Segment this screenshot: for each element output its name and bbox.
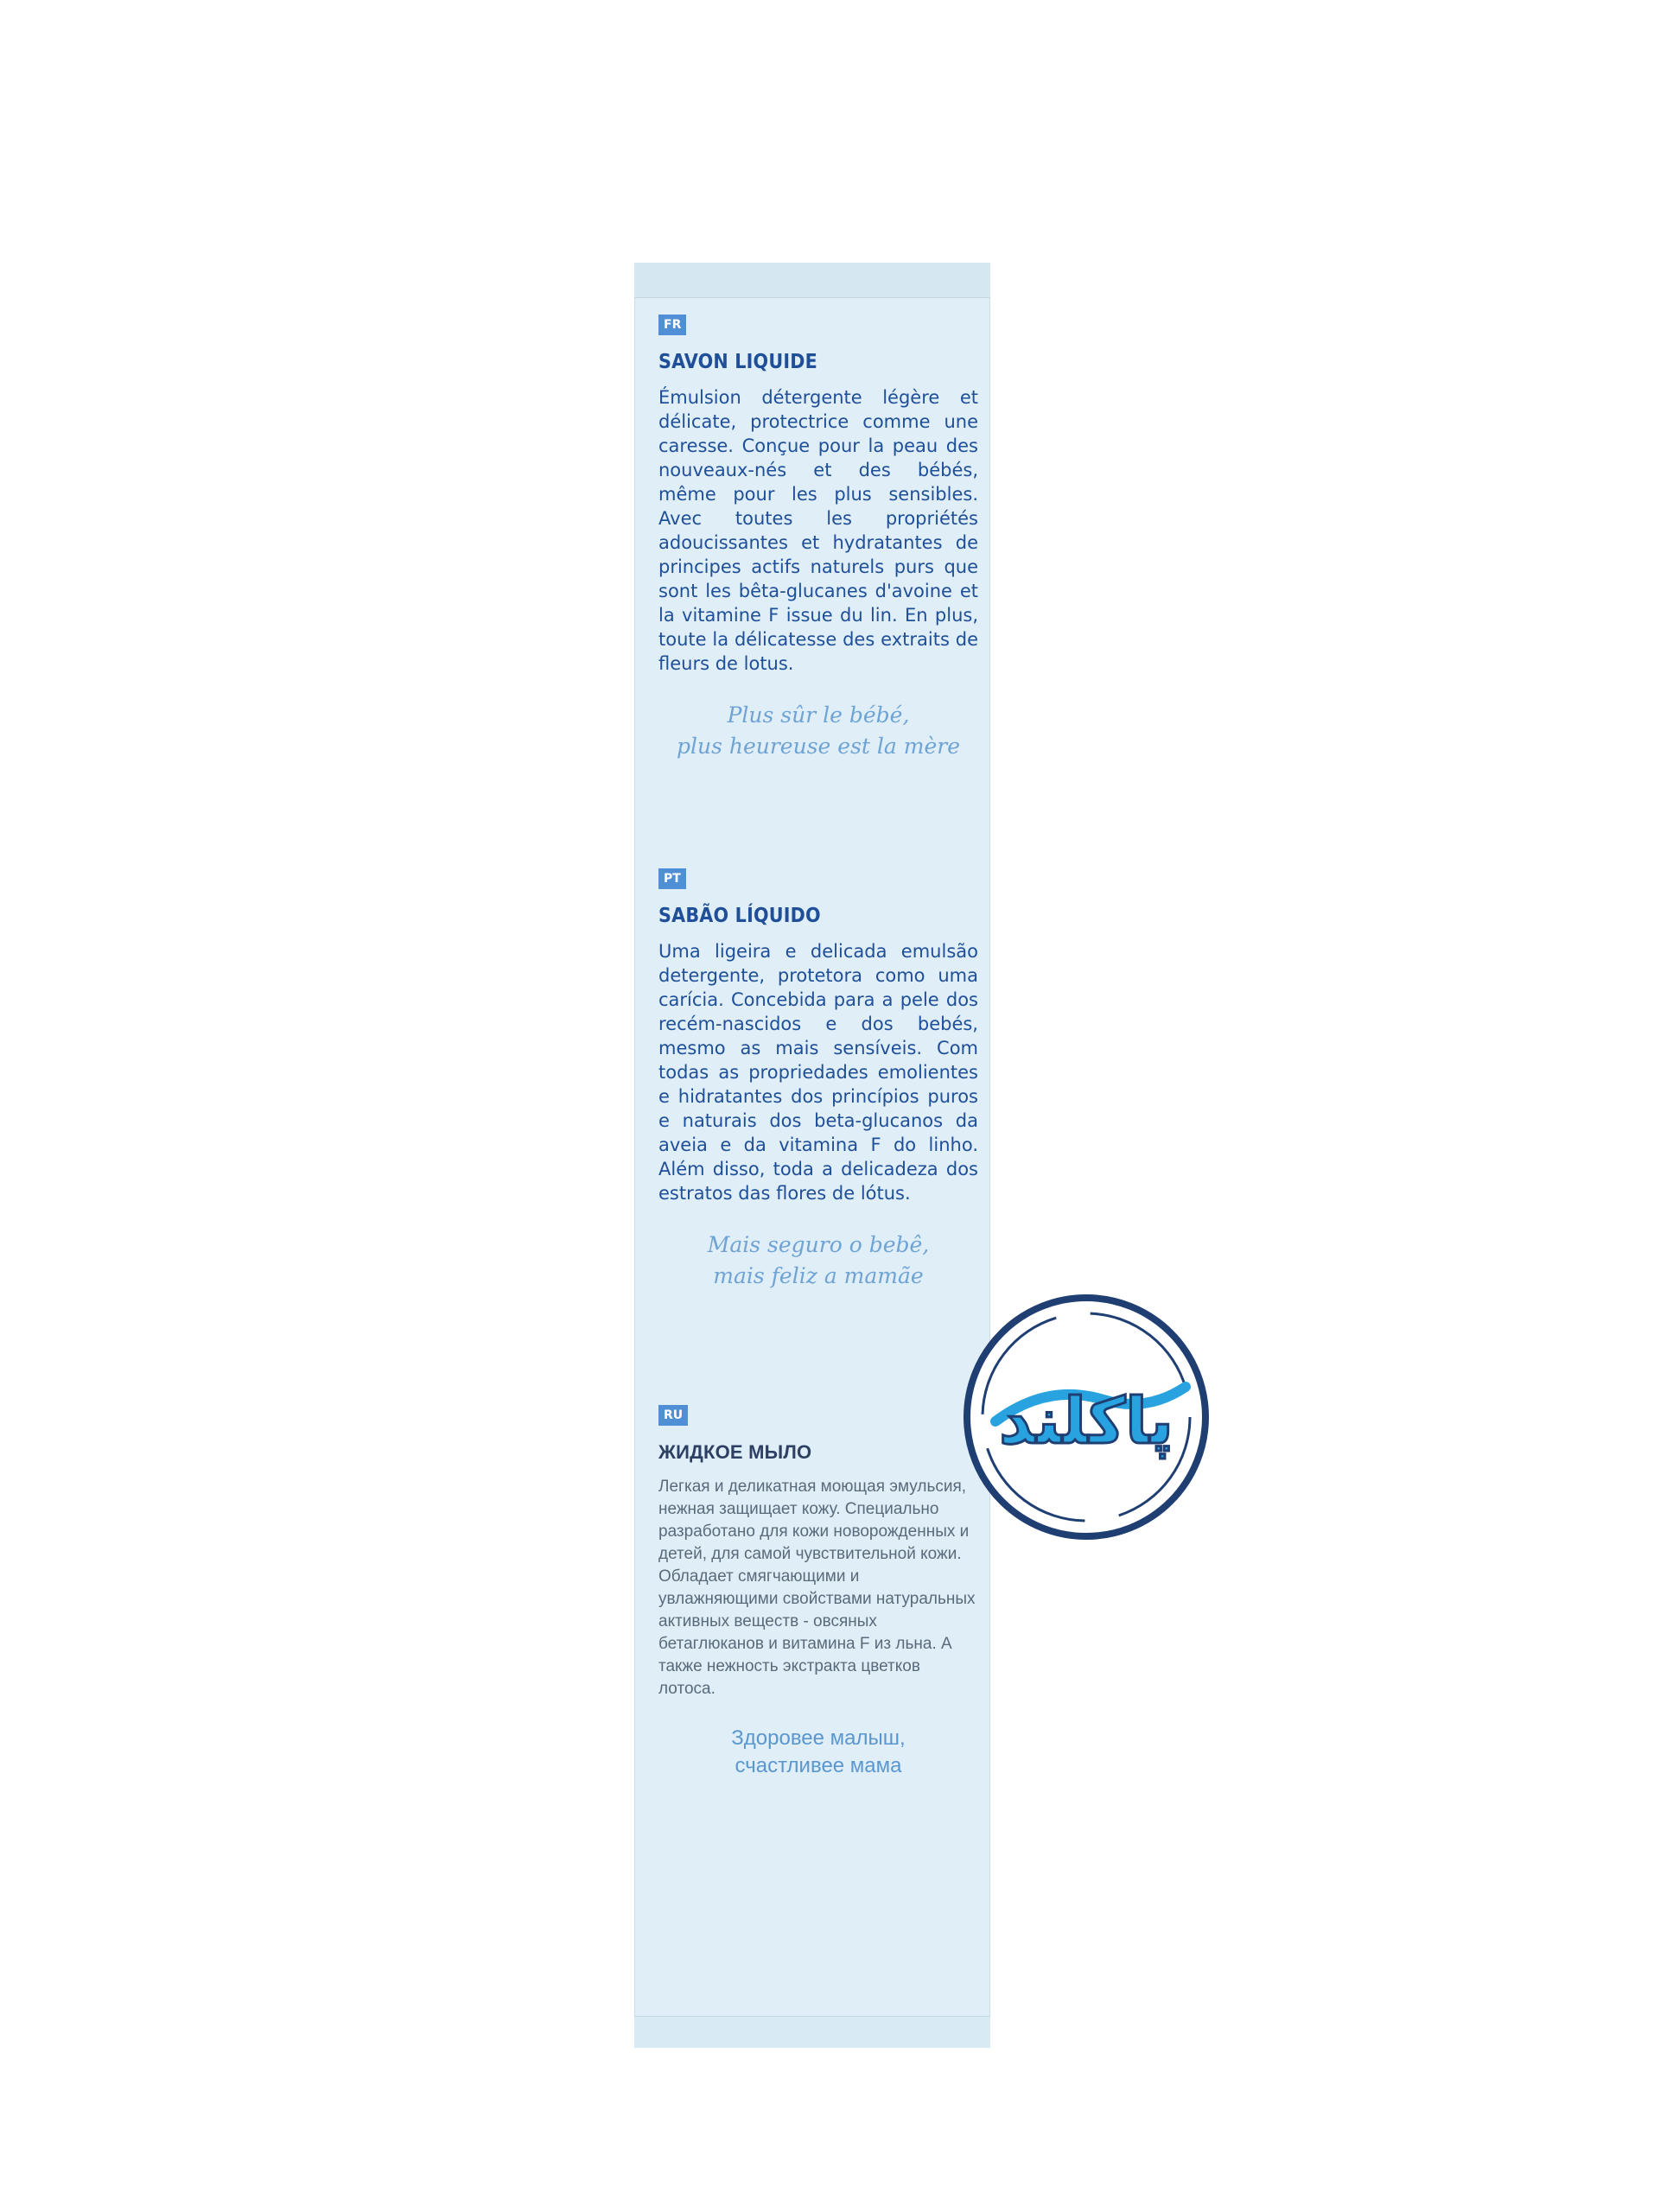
section-ru	[658, 1405, 978, 1780]
slogan-ru-line1: Здоровее малыш,	[731, 1726, 906, 1750]
language-badge-ru: RU	[658, 1405, 688, 1426]
section-title-pt: SABÃO LÍQUIDO	[658, 905, 821, 927]
box-top-edge	[634, 263, 990, 298]
section-body-pt: Uma ligeira e delicada emulsão detergente, protetora como uma carícia. Concebida para a pele dos recém-nascidos e dos bebés, mesmo as mais sensíveis. Com todas as propriedades emolientes e hidratantes dos princípios puros e naturais dos beta-glucanos da aveia e da vitamina F do linho. Além disso, toda a delicadeza dos estratos das flores de lótus.	[658, 941, 978, 1204]
product-box-side	[634, 263, 990, 2048]
language-badge-pt: PT	[658, 868, 686, 889]
section-fr	[658, 315, 978, 762]
slogan-ru	[658, 1725, 978, 1780]
slogan-pt-line2: mais feliz a mamãe	[713, 1263, 924, 1288]
slogan-pt	[658, 1230, 978, 1292]
slogan-fr-line2: plus heureuse est la mère	[676, 734, 960, 759]
slogan-ru-line2: счастливее мама	[735, 1754, 902, 1777]
section-body-ru: Легкая и деликатная моющая эмульсия, нежная защищает кожу. Специально разработано для кожи новорожденных и детей, для самой чувствительной кожи. Обладает смягчающими и увлажняющими свойствами натуральных активных веществ - овсяных бетаглюканов и витамина F из льна. А также нежность экстракта цветков лотоса.	[658, 1478, 976, 1698]
box-bottom-edge	[634, 2016, 990, 2048]
slogan-fr-line1: Plus sûr le bébé,	[727, 702, 910, 728]
section-body-fr: Émulsion détergente légère et délicate, protectrice comme une caresse. Conçue pour la peau des nouveaux-nés et des bébés, même pour les plus sensibles. Avec toutes les propriétés adoucissantes et hydratantes de principes actifs naturels purs que sont les bêta-glucanes d'avoine et la vitamine F issue du lin. En plus, toute la délicatesse des extraits de fleurs de lotus.	[658, 387, 978, 674]
section-title-ru: ЖИДКОЕ МЫЛО	[658, 1441, 812, 1463]
slogan-fr	[658, 700, 978, 762]
watermark-text: پاکلند	[999, 1384, 1173, 1459]
language-badge-fr: FR	[658, 315, 686, 335]
slogan-pt-line1: Mais seguro o bebê,	[707, 1232, 930, 1257]
section-pt	[658, 868, 978, 1292]
section-title-fr: SAVON LIQUIDE	[658, 351, 817, 373]
watermark-logo	[961, 1292, 1212, 1542]
